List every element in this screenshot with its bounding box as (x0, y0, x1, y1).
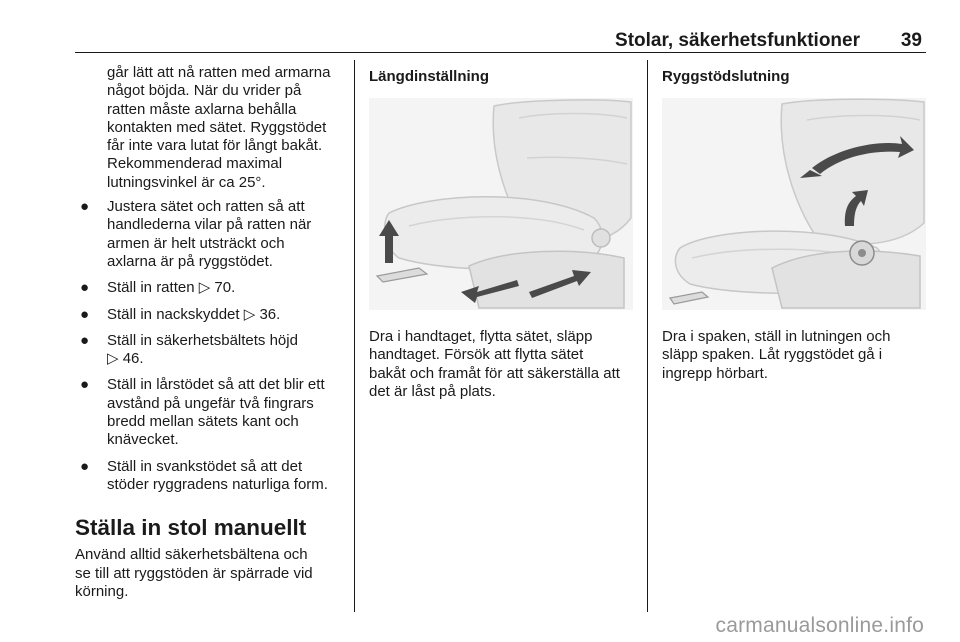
seat-recline-illustration (662, 98, 926, 310)
column-right (662, 64, 926, 383)
list-item-line[interactable]: Ställ in ratten ▷ 70. (107, 279, 236, 297)
caption-line: släpp spaken. Låt ryggstödet gå i (662, 346, 883, 364)
intro-line: lutningsvinkel är ca 25°. (107, 173, 266, 191)
list-item (75, 306, 347, 324)
list-item-line: axlarna är på ryggstödet. (107, 252, 273, 270)
bullet-icon: ● (80, 305, 90, 323)
section-line: Använd alltid säkerhetsbältena och (75, 546, 308, 564)
recline-heading: Ryggstödslutning (662, 68, 790, 85)
list-item-line: armen är helt utsträckt och (107, 234, 285, 252)
section-heading: Ställa in stol manuellt (75, 515, 307, 541)
caption-line: handtaget. Försök att flytta sätet (369, 346, 584, 364)
bullet-icon: ● (80, 331, 90, 349)
list-item-line: knävecket. (107, 431, 179, 449)
header-rule (75, 52, 926, 53)
bullet-icon: ● (80, 198, 90, 216)
watermark: carmanualsonline.info (715, 614, 924, 637)
list-item-line: Ställ in svankstödet så att det (107, 457, 303, 475)
bullet-icon: ● (80, 457, 90, 475)
adjustment-list (75, 198, 347, 494)
list-item (75, 279, 347, 297)
intro-line: går lätt att nå ratten med armarna (107, 64, 331, 81)
section-paragraph (75, 546, 347, 601)
recline-caption (662, 328, 926, 383)
section-line: körning. (75, 582, 129, 600)
column-middle (369, 64, 633, 401)
list-item (75, 458, 347, 495)
seat-longitudinal-illustration (369, 98, 633, 310)
header-title: Stolar, säkerhetsfunktioner (615, 30, 860, 51)
bullet-icon: ● (80, 279, 90, 297)
list-item-line: Ställ in lårstödet så att det blir ett (107, 376, 325, 394)
column-divider-1 (354, 60, 355, 612)
list-item-line: avstånd på ungefär två fingrars (107, 394, 314, 412)
caption-line: ingrepp hörbart. (662, 364, 768, 382)
intro-line: ratten måste axlarna behålla (107, 100, 297, 118)
caption-line: Dra i handtaget, flytta sätet, släpp (369, 328, 593, 345)
bullet-icon: ● (80, 376, 90, 394)
intro-line: något böjda. När du vrider på (107, 82, 302, 100)
list-item-line: stöder ryggradens naturliga form. (107, 475, 328, 493)
longitudinal-heading: Längdinställning (369, 68, 489, 85)
list-item-line: Ställ in säkerhetsbältets höjd (107, 331, 298, 349)
list-item-line: bredd mellan sätets kant och (107, 413, 299, 431)
list-item-line: Justera sätet och ratten så att (107, 198, 305, 216)
list-item-line: handlederna vilar på ratten när (107, 216, 312, 234)
column-left (75, 64, 347, 601)
longitudinal-caption (369, 328, 633, 401)
list-item (75, 332, 347, 369)
section-line: se till att ryggstöden är spärrade vid (75, 564, 313, 582)
caption-line: bakåt och framåt för att säkerställa att (369, 364, 620, 382)
column-divider-2 (647, 60, 648, 612)
intro-line: får inte vara lutat för långt bakåt. (107, 137, 323, 155)
list-item-line[interactable]: Ställ in nackskyddet ▷ 36. (107, 305, 281, 323)
list-item-line[interactable]: ▷ 46. (107, 350, 144, 368)
caption-line: det är låst på plats. (369, 382, 496, 400)
intro-line: Rekommenderad maximal (107, 155, 283, 173)
intro-line: kontakten med sätet. Ryggstödet (107, 118, 327, 136)
caption-line: Dra i spaken, ställ in lutningen och (662, 328, 891, 345)
intro-paragraph (75, 64, 347, 192)
page-number: 39 (900, 30, 922, 51)
list-item (75, 376, 347, 449)
list-item (75, 198, 347, 271)
